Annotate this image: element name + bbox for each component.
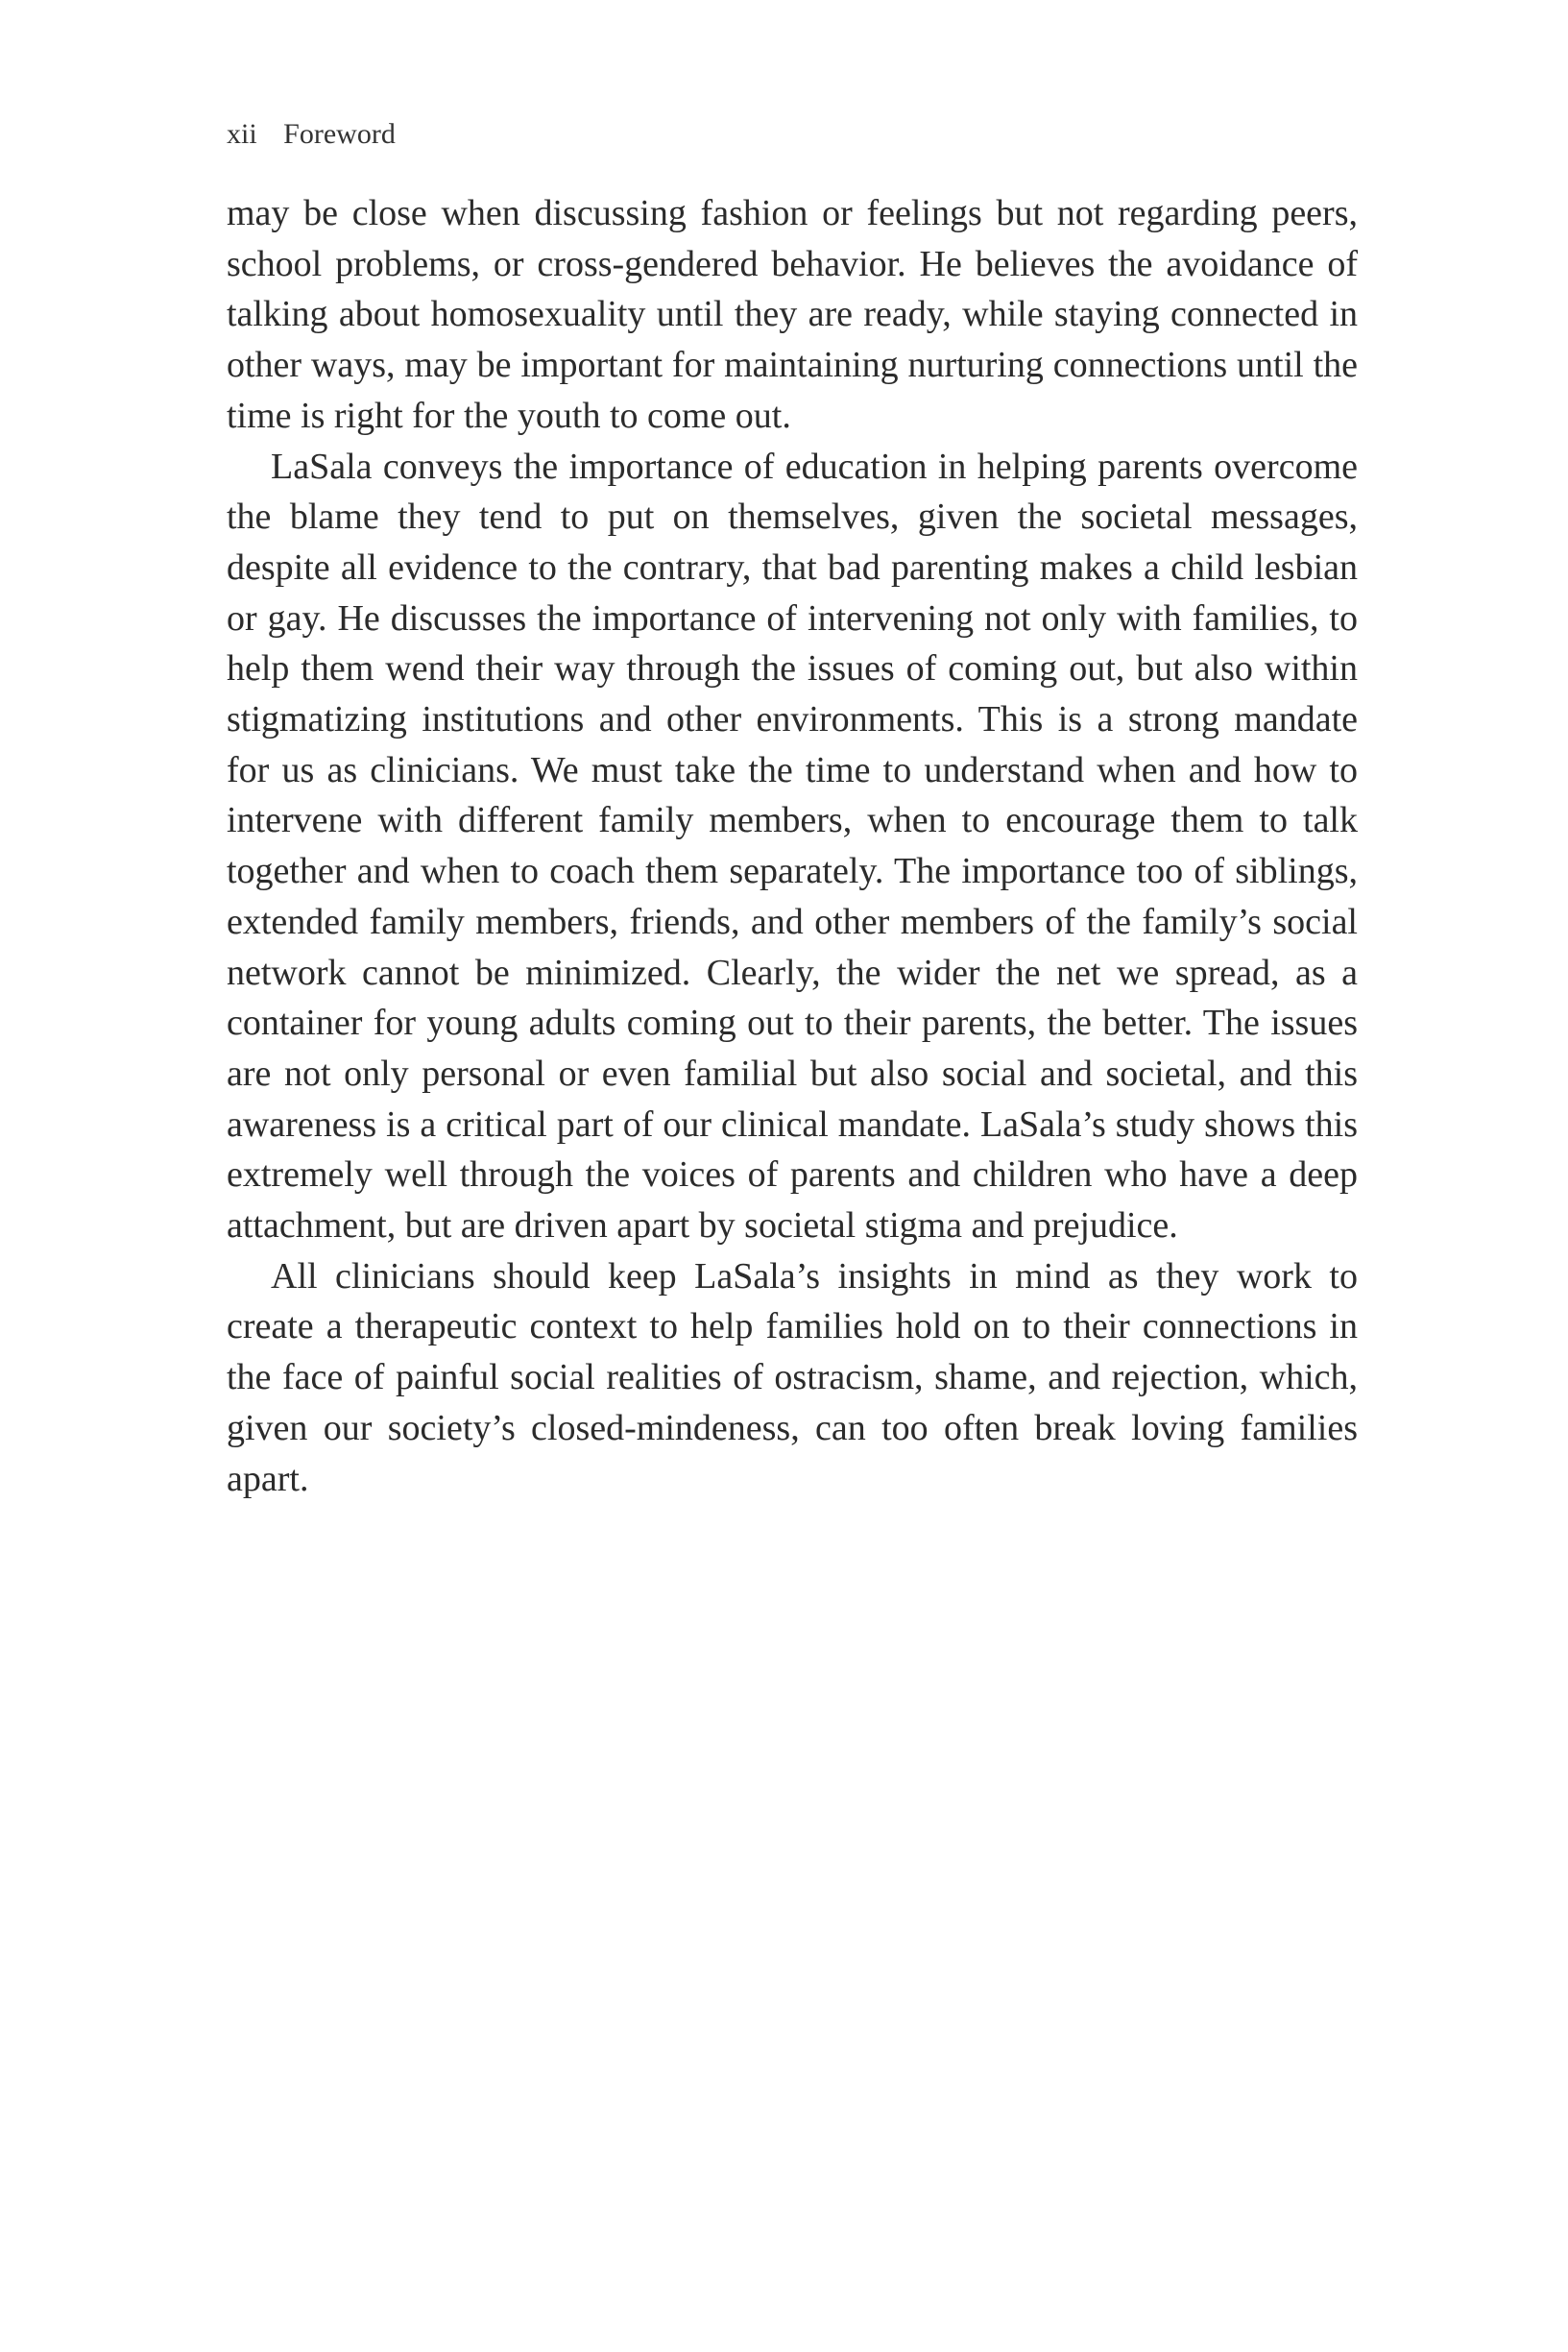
running-head — [227, 115, 396, 154]
paragraph-continued: may be close when discussing fashion or feelings but not regarding peers, school problems, or cross-gendered behavior. He believes the avoidance of talking about homosexuality until they are ready, while staying connected in other ways, may be important for maintaining nurturing connections until the time is right for the youth to come out. — [227, 193, 1358, 436]
paragraph: LaSala conveys the importance of education in helping parents overcome the blame they tend to put on themselves, given the societal messages, despite all evidence to the contrary, that bad parenting makes a child lesbian or gay. He discusses the importance of intervening not only with families, to help them wend their way through the issues of coming out, but also within stigmatizing institutions and other environments. This is a strong mandate for us as clinicians. We must take the time to understand when and how to intervene with different family members, when to encourage them to talk together and when to coach them separately. The importance too of siblings, extended family members, friends, and other members of the family’s social network cannot be minimized. Clearly, the wider the net we spread, as a container for young adults coming out to their parents, the better. The issues are not only personal or even familial but also social and societal, and this awareness is a critical part of our clinical mandate. LaSala’s study shows this extremely well through the voices of parents and children who have a deep attachment, but are driven apart by societal stigma and prejudice. — [227, 446, 1358, 1247]
paragraph: All clinicians should keep LaSala’s insights in mind as they work to create a therapeutic context to help families hold on to their connections in the face of painful social realities of ostracism, shame, and rejection, which, given our society’s closed-mindeness, can too often break loving families apart. — [227, 1255, 1358, 1499]
body-text — [227, 188, 1358, 1504]
running-head-section-title: Foreword — [283, 118, 396, 150]
page-number: xii — [227, 118, 257, 150]
